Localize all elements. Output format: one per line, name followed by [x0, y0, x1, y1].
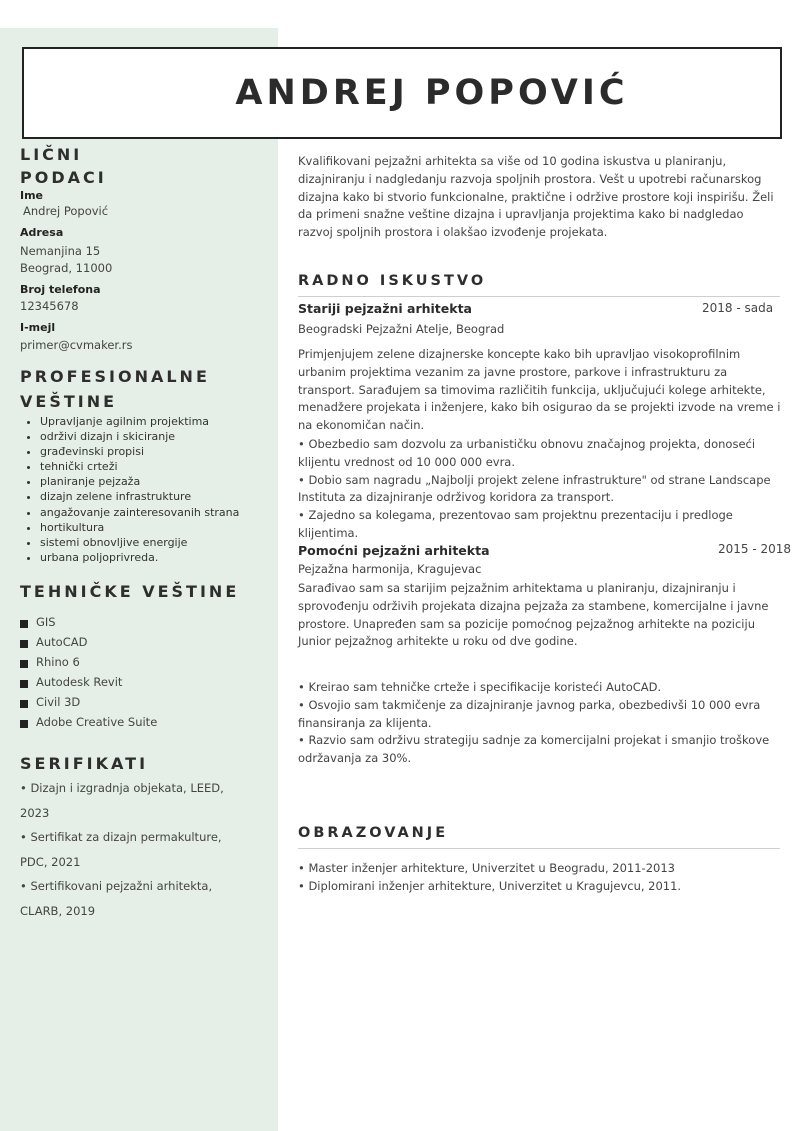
- list-item: • Razvio sam održivu strategiju sadnje za komercijalni projekat i smanjio troškove održavanja za 30%.: [298, 733, 770, 766]
- square-bullet-icon: [20, 620, 28, 628]
- skills-heading: [20, 364, 210, 414]
- list-item: • građevinski propisi: [40, 444, 239, 459]
- list-item: • tehnički crteži: [40, 459, 239, 474]
- education-heading: OBRAZOVANJE: [298, 825, 780, 849]
- list-item: [20, 692, 157, 712]
- name-value: Andrej Popović: [23, 204, 109, 218]
- personal-heading-line2: PODACI: [20, 168, 107, 187]
- list-item: • Zajedno sa kolegama, prezentovao sam projektnu prezentaciju i predloge klijentima.: [298, 508, 733, 540]
- tech-item-label: GIS: [36, 615, 56, 629]
- job-description: Sarađivao sam sa starijim pejzažnim arhitektama u planiranju, dizajniranju i sprovođenju održivih projekata dizajna pejzaža za stambene, komercijalne i javne prostore. Unapređen sam sa pozicije pomoćnog pejzažnog arhitekte na poziciju Junior pejzažnog arhitekte u roku od dve godine.: [298, 581, 769, 649]
- tech-item-label: Adobe Creative Suite: [36, 715, 158, 729]
- list-item: • planiranje pejzaža: [40, 474, 239, 489]
- full-name: ANDREJ POPOVIĆ: [235, 73, 629, 113]
- list-item: • Dobio sam nagradu „Najbolji projekt zelene infrastrukture" od strane Landscape Instituta za dizajniranje održivog koridora za transport.: [298, 472, 771, 505]
- job-achievements: [298, 679, 782, 768]
- list-item: • Kreirao sam tehničke crteže i specifikacije koristeći AutoCAD.: [298, 680, 662, 694]
- tech-list: [20, 612, 157, 732]
- list-item: • hortikultura: [40, 520, 239, 535]
- list-item: • Osvojio sam takmičenje za dizajniranje javnog parka, obezbedivši 10 000 evra finansiranja za klijenta.: [298, 697, 761, 730]
- phone-value: 12345678: [20, 299, 79, 313]
- list-item: [20, 712, 157, 732]
- square-bullet-icon: [20, 700, 28, 708]
- square-bullet-icon: [20, 720, 28, 728]
- address-line1: Nemanjina 15: [20, 244, 101, 258]
- certs-list: [20, 776, 240, 923]
- summary: Kvalifikovani pejzažni arhitekta sa više od 10 godina iskustva u planiranju, dizajniranju i nadgledanju razvoja spoljnih prostora. Vešt u upotrebi računarskog dizajna kako bi stvorio funkcionalne, praktične i održive prostore koji inspirišu. Želi da primeni snažne veštine dizajna i upravljanja projektima kako bi nadgledao razvoj spoljnih prostora i olakšao izvođenje projekata.: [298, 154, 774, 240]
- list-item: [20, 652, 157, 672]
- square-bullet-icon: [20, 680, 28, 688]
- list-item: [20, 672, 157, 692]
- skills-heading-line2: VEŠTINE: [20, 392, 118, 411]
- email-value: primer@cvmaker.rs: [20, 338, 133, 352]
- job-title: Stariji pejzažni arhitekta: [298, 301, 472, 316]
- certs-heading: SERIFIKATI: [20, 754, 149, 773]
- list-item: • Upravljanje agilnim projektima: [40, 414, 239, 429]
- skills-heading-line1: PROFESIONALNE: [20, 367, 210, 386]
- tech-item-label: AutoCAD: [36, 635, 88, 649]
- job-achievements: [298, 436, 782, 543]
- email-label: I-mejl: [20, 321, 56, 334]
- list-item: • dizajn zelene infrastrukture: [40, 489, 239, 504]
- list-item: [20, 632, 157, 652]
- tech-item-label: Autodesk Revit: [36, 675, 123, 689]
- list-item: • sistemi obnovljive energije: [40, 535, 239, 550]
- list-item: • urbana poljoprivreda.: [40, 550, 239, 565]
- square-bullet-icon: [20, 660, 28, 668]
- education-list: [298, 860, 681, 896]
- list-item: • Sertifikat za dizajn permakulture, PDC, 2021: [20, 830, 222, 869]
- tech-item-label: Civil 3D: [36, 695, 81, 709]
- tech-heading: TEHNIČKE VEŠTINE: [20, 582, 240, 601]
- address-line2: Beograd, 11000: [20, 261, 113, 275]
- skills-list: [20, 414, 239, 565]
- job-description: Primjenjujem zelene dizajnerske koncepte kako bih upravljao visokoprofilnim urbanim projektima vezanim za javne prostore, parkove i infrastrukturu za transport. Sarađujem sa timovima različitih funkcija, uključujući kolege arhitekte, menadžere projekata i inženjere, kako bih osigurao da se projekti izvode na vreme i na ekonomičan način.: [298, 347, 781, 433]
- address-label: Adresa: [20, 226, 64, 239]
- job-dates: 2015 - 2018: [718, 542, 792, 556]
- name-label: Ime: [20, 189, 44, 202]
- list-item: • angažovanje zainteresovanih strana: [40, 505, 239, 520]
- list-item: • Sertifikovani pejzažni arhitekta, CLARB, 2019: [20, 879, 213, 918]
- list-item: • Obezbedio sam dozvolu za urbanističku obnovu značajnog projekta, donoseći klijentu vrednost od 10 000 000 evra.: [298, 437, 756, 469]
- experience-heading: RADNO ISKUSTVO: [298, 273, 780, 297]
- phone-label: Broj telefona: [20, 283, 101, 296]
- personal-heading-line1: LIČNI: [20, 145, 83, 164]
- tech-item-label: Rhino 6: [36, 655, 80, 669]
- job-title: Pomoćni pejzažni arhitekta: [298, 543, 490, 558]
- list-item: • Diplomirani inženjer arhitekture, Univerzitet u Kragujevcu, 2011.: [298, 878, 682, 893]
- personal-heading: [20, 143, 107, 189]
- name-header: [22, 47, 782, 139]
- job-company: Beogradski Pejzažni Atelje, Beograd: [298, 322, 505, 336]
- square-bullet-icon: [20, 640, 28, 648]
- job-dates: 2018 - sada: [702, 301, 774, 315]
- list-item: • Master inženjer arhitekture, Univerzitet u Beogradu, 2011-2013: [298, 861, 675, 875]
- list-item: • održivi dizajn i skiciranje: [40, 429, 239, 444]
- job-company: Pejzažna harmonija, Kragujevac: [298, 562, 482, 576]
- list-item: [20, 612, 157, 632]
- list-item: • Dizajn i izgradnja objekata, LEED, 2023: [20, 781, 224, 820]
